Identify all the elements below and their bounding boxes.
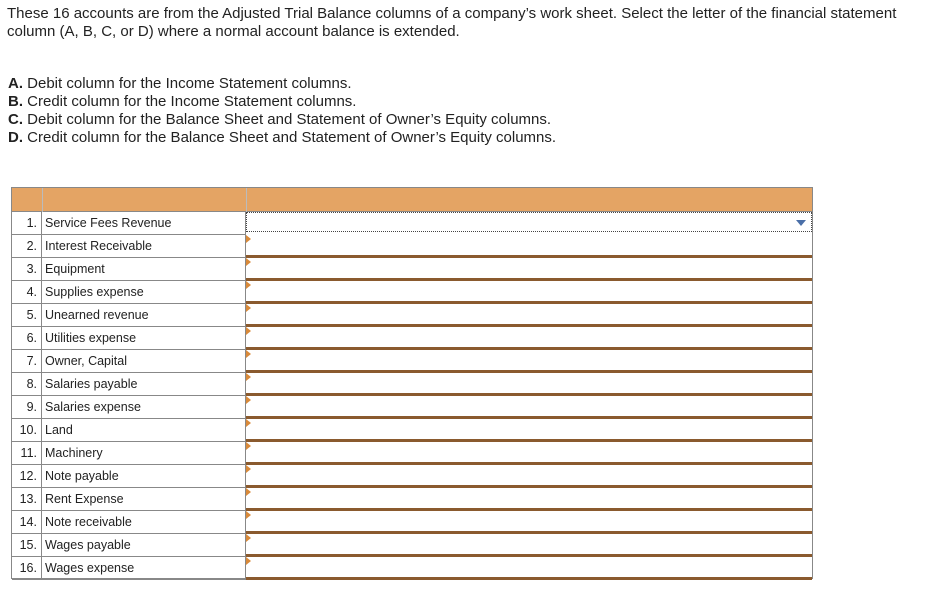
header-divider (246, 188, 247, 212)
table-row (12, 534, 812, 557)
corner-marker-icon (246, 488, 251, 496)
corner-marker-icon (246, 419, 251, 427)
account-name: Wages expense (42, 557, 246, 580)
row-number: 15. (12, 534, 42, 557)
option-letter: B. (8, 93, 23, 110)
account-name: Rent Expense (42, 488, 246, 511)
account-name: Equipment (42, 258, 246, 281)
account-name: Service Fees Revenue (42, 212, 246, 235)
table-row (12, 442, 812, 465)
corner-marker-icon (246, 534, 251, 542)
row-number: 8. (12, 373, 42, 396)
option-a (8, 75, 556, 93)
account-name: Utilities expense (42, 327, 246, 350)
table-row (12, 281, 812, 304)
corner-marker-icon (246, 350, 251, 358)
account-name: Wages payable (42, 534, 246, 557)
row-number: 4. (12, 281, 42, 304)
table-row (12, 396, 812, 419)
answer-select-14[interactable] (246, 511, 812, 534)
answer-select-7[interactable] (246, 350, 812, 373)
row-number: 14. (12, 511, 42, 534)
answer-select-11[interactable] (246, 442, 812, 465)
option-text: Credit column for the Income Statement columns. (23, 93, 357, 110)
row-number: 2. (12, 235, 42, 258)
table-row (12, 419, 812, 442)
row-number: 5. (12, 304, 42, 327)
answer-select-2[interactable] (246, 235, 812, 258)
account-name: Unearned revenue (42, 304, 246, 327)
option-text: Credit column for the Balance Sheet and Statement of Owner’s Equity columns. (23, 129, 557, 146)
row-number: 7. (12, 350, 42, 373)
account-name: Interest Receivable (42, 235, 246, 258)
table-row (12, 373, 812, 396)
instructions-text: These 16 accounts are from the Adjusted Trial Balance columns of a company’s work sheet. Select the letter of the financial statement column (A, B, C, or D) where a normal account balance is extended. (7, 5, 897, 40)
option-c (8, 111, 556, 129)
answer-select-13[interactable] (246, 488, 812, 511)
row-number: 13. (12, 488, 42, 511)
row-number: 9. (12, 396, 42, 419)
answer-select-6[interactable] (246, 327, 812, 350)
dropdown-arrow-icon[interactable] (796, 220, 806, 226)
answer-select-8[interactable] (246, 373, 812, 396)
corner-marker-icon (246, 304, 251, 312)
table-row (12, 557, 812, 580)
corner-marker-icon (246, 442, 251, 450)
table-row (12, 465, 812, 488)
accounts-table (11, 187, 813, 579)
corner-marker-icon (246, 235, 251, 243)
option-letter: A. (8, 75, 23, 92)
answer-select-16[interactable] (246, 557, 812, 580)
answer-select-15[interactable] (246, 534, 812, 557)
account-name: Salaries payable (42, 373, 246, 396)
option-text: Debit column for the Balance Sheet and Statement of Owner’s Equity columns. (23, 111, 552, 128)
row-number: 16. (12, 557, 42, 580)
row-number: 6. (12, 327, 42, 350)
row-number: 12. (12, 465, 42, 488)
answer-select-9[interactable] (246, 396, 812, 419)
corner-marker-icon (246, 281, 251, 289)
table-header (12, 188, 812, 212)
row-number: 11. (12, 442, 42, 465)
table-row (12, 511, 812, 534)
corner-marker-icon (246, 465, 251, 473)
corner-marker-icon (246, 258, 251, 266)
table-row (12, 304, 812, 327)
account-name: Land (42, 419, 246, 442)
account-name: Machinery (42, 442, 246, 465)
answer-select-1[interactable] (246, 212, 812, 232)
answer-select-4[interactable] (246, 281, 812, 304)
account-name: Note payable (42, 465, 246, 488)
answer-select-3[interactable] (246, 258, 812, 281)
account-name: Owner, Capital (42, 350, 246, 373)
table-row (12, 212, 812, 235)
answer-select-12[interactable] (246, 465, 812, 488)
header-divider (42, 188, 43, 212)
row-number: 3. (12, 258, 42, 281)
row-number: 10. (12, 419, 42, 442)
table-row (12, 235, 812, 258)
option-text: Debit column for the Income Statement columns. (23, 75, 352, 92)
corner-marker-icon (246, 396, 251, 404)
option-letter: C. (8, 111, 23, 128)
answer-select-10[interactable] (246, 419, 812, 442)
row-number: 1. (12, 212, 42, 235)
corner-marker-icon (246, 557, 251, 565)
account-name: Supplies expense (42, 281, 246, 304)
corner-marker-icon (246, 327, 251, 335)
answer-select-5[interactable] (246, 304, 812, 327)
account-name: Note receivable (42, 511, 246, 534)
corner-marker-icon (246, 511, 251, 519)
table-row (12, 258, 812, 281)
account-name: Salaries expense (42, 396, 246, 419)
option-letter: D. (8, 129, 23, 146)
table-row (12, 488, 812, 511)
option-b (8, 93, 556, 111)
table-row (12, 350, 812, 373)
option-d (8, 129, 556, 147)
options-list (8, 75, 556, 147)
table-row (12, 327, 812, 350)
corner-marker-icon (246, 373, 251, 381)
